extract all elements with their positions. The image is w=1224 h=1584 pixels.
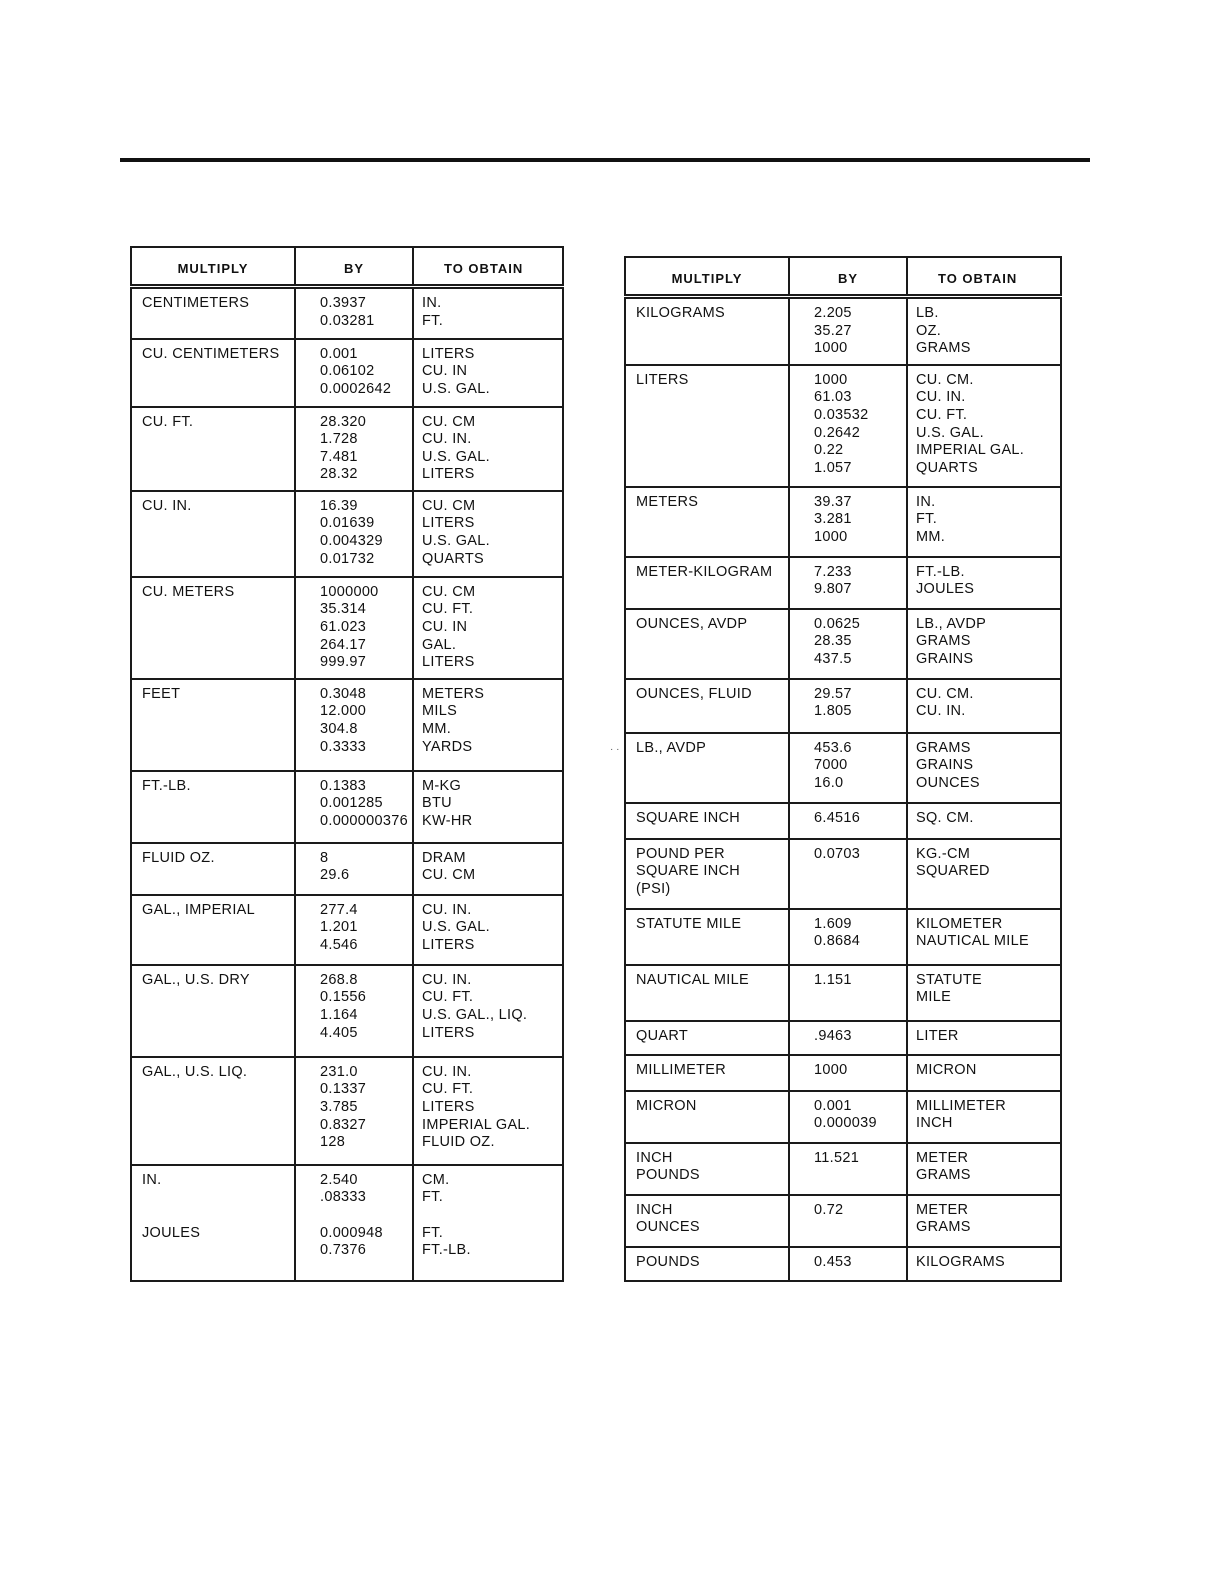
result-unit-cell: MICRON	[907, 1055, 1061, 1091]
table-row	[131, 771, 563, 843]
multiply-cell: OUNCES, FLUID	[625, 679, 789, 733]
result-unit-cell: CU. CM CU. IN. U.S. GAL. LITERS	[413, 407, 563, 491]
multiply-cell: GAL., U.S. DRY	[131, 965, 295, 1057]
table-row	[131, 287, 563, 339]
table-row	[625, 1247, 1061, 1281]
result-unit-cell: CU. CM CU. FT. CU. IN GAL. LITERS	[413, 577, 563, 679]
table-row	[131, 843, 563, 895]
factor-cell: 0.1383 0.001285 0.000000376	[295, 771, 413, 843]
result-unit-cell: CU. CM. CU. IN.	[907, 679, 1061, 733]
factor-cell: 0.3937 0.03281	[295, 287, 413, 339]
factor-cell: 268.8 0.1556 1.164 4.405	[295, 965, 413, 1057]
factor-cell: 16.39 0.01639 0.004329 0.01732	[295, 491, 413, 577]
result-unit-cell: CU. IN. CU. FT. LITERS IMPERIAL GAL. FLUID OZ.	[413, 1057, 563, 1165]
multiply-cell: SQUARE INCH	[625, 803, 789, 839]
result-unit-cell: LB., AVDP GRAMS GRAINS	[907, 609, 1061, 679]
result-unit-cell: MILLIMETER INCH	[907, 1091, 1061, 1143]
table-row	[131, 577, 563, 679]
result-unit-cell: STATUTE MILE	[907, 965, 1061, 1021]
result-unit-cell: LB. OZ. GRAMS	[907, 297, 1061, 365]
result-unit-cell: IN. FT.	[413, 287, 563, 339]
top-rule	[120, 158, 1090, 162]
multiply-cell: GAL., U.S. LIQ.	[131, 1057, 295, 1165]
table-row	[625, 1143, 1061, 1195]
header-row	[131, 247, 563, 287]
multiply-cell: LB., AVDP	[625, 733, 789, 803]
table-row	[625, 679, 1061, 733]
multiply-cell: METERS	[625, 487, 789, 557]
multiply-cell: FLUID OZ.	[131, 843, 295, 895]
multiply-cell: FT.-LB.	[131, 771, 295, 843]
factor-cell: 8 29.6	[295, 843, 413, 895]
factor-cell: 1000000 35.314 61.023 264.17 999.97	[295, 577, 413, 679]
table-row	[131, 679, 563, 771]
factor-cell: 28.320 1.728 7.481 28.32	[295, 407, 413, 491]
multiply-cell: KILOGRAMS	[625, 297, 789, 365]
table-row	[625, 965, 1061, 1021]
multiply-cell: CU. FT.	[131, 407, 295, 491]
factor-cell: 11.521	[789, 1143, 907, 1195]
table-row	[625, 487, 1061, 557]
table-row	[625, 1091, 1061, 1143]
header-to-obtain: TO OBTAIN	[907, 257, 1061, 297]
table-row	[131, 491, 563, 577]
header-multiply: MULTIPLY	[625, 257, 789, 297]
factor-cell: 7.233 9.807	[789, 557, 907, 609]
multiply-cell: LITERS	[625, 365, 789, 487]
header-multiply: MULTIPLY	[131, 247, 295, 287]
multiply-cell: STATUTE MILE	[625, 909, 789, 965]
factor-cell: 0.72	[789, 1195, 907, 1247]
factor-cell: 2.540 .08333 0.000948 0.7376	[295, 1165, 413, 1281]
factor-cell: 0.001 0.06102 0.0002642	[295, 339, 413, 407]
factor-cell: 277.4 1.201 4.546	[295, 895, 413, 965]
factor-cell: 0.0703	[789, 839, 907, 909]
result-unit-cell: M-KG BTU KW-HR	[413, 771, 563, 843]
multiply-cell: CENTIMETERS	[131, 287, 295, 339]
factor-cell: 39.37 3.281 1000	[789, 487, 907, 557]
result-unit-cell: METERS MILS MM. YARDS	[413, 679, 563, 771]
table-row	[625, 297, 1061, 365]
table-row	[625, 1055, 1061, 1091]
table-row	[625, 557, 1061, 609]
conversion-table-left	[130, 246, 564, 1282]
multiply-cell: CU. METERS	[131, 577, 295, 679]
multiply-cell: CU. IN.	[131, 491, 295, 577]
result-unit-cell: KG.-CM SQUARED	[907, 839, 1061, 909]
table-row	[625, 909, 1061, 965]
factor-cell: 6.4516	[789, 803, 907, 839]
result-unit-cell: KILOMETER NAUTICAL MILE	[907, 909, 1061, 965]
table-row	[625, 365, 1061, 487]
factor-cell: 231.0 0.1337 3.785 0.8327 128	[295, 1057, 413, 1165]
result-unit-cell: FT.-LB. JOULES	[907, 557, 1061, 609]
result-unit-cell: CM. FT. FT. FT.-LB.	[413, 1165, 563, 1281]
result-unit-cell: METER GRAMS	[907, 1195, 1061, 1247]
result-unit-cell: METER GRAMS	[907, 1143, 1061, 1195]
scan-speck: · ·	[610, 744, 620, 755]
factor-cell: 0.001 0.000039	[789, 1091, 907, 1143]
table-row	[625, 1195, 1061, 1247]
table-row	[625, 803, 1061, 839]
multiply-cell: INCH POUNDS	[625, 1143, 789, 1195]
multiply-cell: METER-KILOGRAM	[625, 557, 789, 609]
result-unit-cell: CU. IN. CU. FT. U.S. GAL., LIQ. LITERS	[413, 965, 563, 1057]
factor-cell: 1.609 0.8684	[789, 909, 907, 965]
factor-cell: 0.0625 28.35 437.5	[789, 609, 907, 679]
multiply-cell: MICRON	[625, 1091, 789, 1143]
table-row	[131, 1057, 563, 1165]
factor-cell: 0.453	[789, 1247, 907, 1281]
table-row	[131, 407, 563, 491]
result-unit-cell: GRAMS GRAINS OUNCES	[907, 733, 1061, 803]
table-row	[131, 965, 563, 1057]
table-row	[131, 895, 563, 965]
header-by: BY	[789, 257, 907, 297]
table-row	[625, 1021, 1061, 1055]
factor-cell: 1000	[789, 1055, 907, 1091]
multiply-cell: CU. CENTIMETERS	[131, 339, 295, 407]
conversion-table-right	[624, 256, 1062, 1282]
multiply-cell: OUNCES, AVDP	[625, 609, 789, 679]
factor-cell: 2.205 35.27 1000	[789, 297, 907, 365]
header-by: BY	[295, 247, 413, 287]
table-row	[131, 339, 563, 407]
multiply-cell: NAUTICAL MILE	[625, 965, 789, 1021]
multiply-cell: QUART	[625, 1021, 789, 1055]
multiply-cell: IN. JOULES	[131, 1165, 295, 1281]
table-row	[625, 839, 1061, 909]
multiply-cell: MILLIMETER	[625, 1055, 789, 1091]
multiply-cell: POUNDS	[625, 1247, 789, 1281]
multiply-cell: FEET	[131, 679, 295, 771]
result-unit-cell: LITER	[907, 1021, 1061, 1055]
result-unit-cell: SQ. CM.	[907, 803, 1061, 839]
factor-cell: 1.151	[789, 965, 907, 1021]
table-row	[131, 1165, 563, 1281]
multiply-cell: INCH OUNCES	[625, 1195, 789, 1247]
header-to-obtain: TO OBTAIN	[413, 247, 563, 287]
result-unit-cell: CU. IN. U.S. GAL. LITERS	[413, 895, 563, 965]
header-row	[625, 257, 1061, 297]
result-unit-cell: LITERS CU. IN U.S. GAL.	[413, 339, 563, 407]
factor-cell: 453.6 7000 16.0	[789, 733, 907, 803]
multiply-cell: POUND PER SQUARE INCH (PSI)	[625, 839, 789, 909]
factor-cell: 29.57 1.805	[789, 679, 907, 733]
table-row	[625, 733, 1061, 803]
result-unit-cell: CU. CM. CU. IN. CU. FT. U.S. GAL. IMPERIAL GAL. QUARTS	[907, 365, 1061, 487]
multiply-cell: GAL., IMPERIAL	[131, 895, 295, 965]
result-unit-cell: IN. FT. MM.	[907, 487, 1061, 557]
result-unit-cell: DRAM CU. CM	[413, 843, 563, 895]
result-unit-cell: CU. CM LITERS U.S. GAL. QUARTS	[413, 491, 563, 577]
factor-cell: 0.3048 12.000 304.8 0.3333	[295, 679, 413, 771]
factor-cell: .9463	[789, 1021, 907, 1055]
result-unit-cell: KILOGRAMS	[907, 1247, 1061, 1281]
table-row	[625, 609, 1061, 679]
factor-cell: 1000 61.03 0.03532 0.2642 0.22 1.057	[789, 365, 907, 487]
